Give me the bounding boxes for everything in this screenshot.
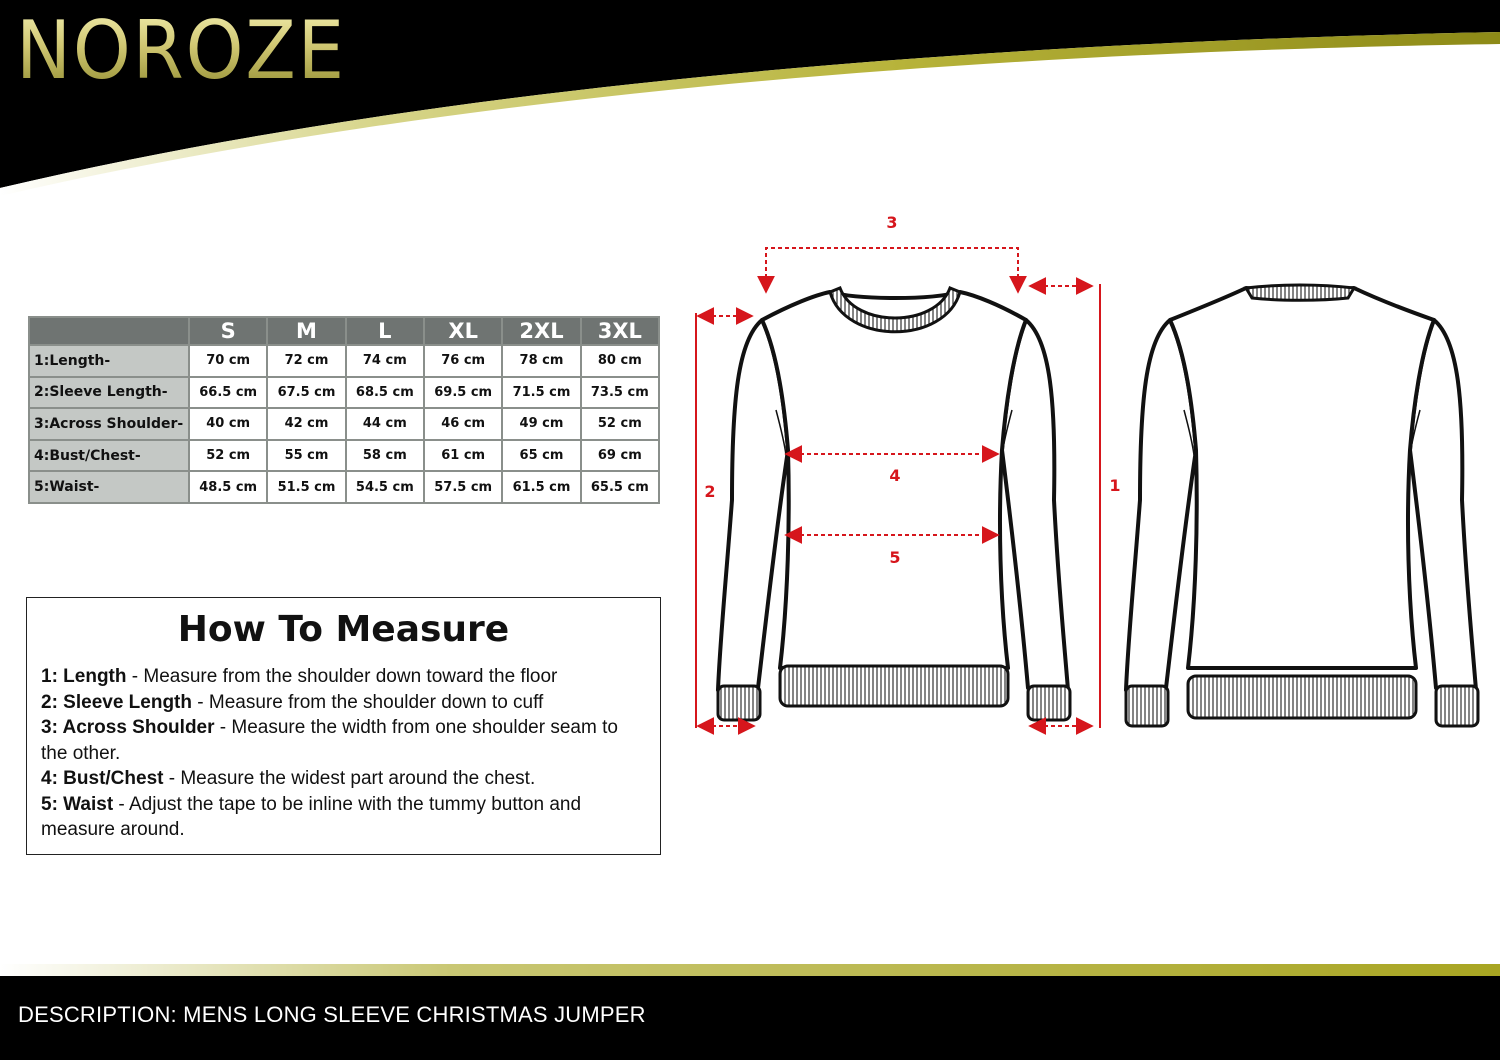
back-left-cuff (1126, 686, 1168, 726)
back-collar (1246, 285, 1354, 300)
table-cell: 48.5 cm (190, 472, 266, 502)
table-cell: 51.5 cm (268, 472, 344, 502)
table-cell: 58 cm (347, 441, 423, 471)
back-body (1170, 288, 1434, 668)
row-label: 1:Length- (30, 346, 188, 376)
size-header: L (347, 318, 423, 344)
back-right-cuff (1436, 686, 1478, 726)
table-cell: 66.5 cm (190, 378, 266, 408)
size-header: S (190, 318, 266, 344)
row-label: 2:Sleeve Length- (30, 378, 188, 408)
measure-text: - Measure the width from one shoulder seam to the other. (41, 717, 618, 764)
measure-text: - Measure from the shoulder down toward the floor (126, 666, 558, 687)
measure-item-length (41, 664, 646, 690)
table-corner-cell (30, 318, 188, 344)
table-cell: 69 cm (582, 441, 658, 471)
front-left-cuff (718, 686, 760, 720)
table-cell: 40 cm (190, 409, 266, 439)
table-row (30, 441, 658, 471)
measure-item-waist (41, 792, 646, 843)
chest-label: 4 (889, 466, 901, 485)
table-cell: 76 cm (425, 346, 501, 376)
table-cell: 55 cm (268, 441, 344, 471)
size-chart-table (28, 316, 660, 504)
table-cell: 80 cm (582, 346, 658, 376)
table-cell: 52 cm (582, 409, 658, 439)
table-cell: 61 cm (425, 441, 501, 471)
table-cell: 65 cm (503, 441, 579, 471)
shoulder-measure-line (766, 248, 1018, 292)
jumper-back (1126, 288, 1476, 690)
size-header: 3XL (582, 318, 658, 344)
measure-item-sleeve (41, 690, 646, 716)
table-cell: 71.5 cm (503, 378, 579, 408)
back-waistband (1188, 676, 1416, 718)
table-cell: 78 cm (503, 346, 579, 376)
waist-label: 5 (889, 548, 901, 567)
table-cell: 67.5 cm (268, 378, 344, 408)
table-row (30, 409, 658, 439)
length-label: 1 (1109, 476, 1121, 495)
product-description: DESCRIPTION: MENS LONG SLEEVE CHRISTMAS JUMPER (18, 1002, 646, 1027)
measure-term: 5: Waist (41, 793, 114, 815)
table-cell: 54.5 cm (347, 472, 423, 502)
row-label: 5:Waist- (30, 472, 188, 502)
measure-term: 1: Length (41, 666, 127, 687)
table-row (30, 472, 658, 502)
how-to-measure-title: How To Measure (177, 609, 510, 650)
size-header: M (268, 318, 344, 344)
footer-bar (0, 976, 1500, 1060)
size-header: XL (425, 318, 501, 344)
table-cell: 72 cm (268, 346, 344, 376)
table-cell: 68.5 cm (347, 378, 423, 408)
table-cell: 52 cm (190, 441, 266, 471)
table-row (30, 346, 658, 376)
table-cell: 46 cm (425, 409, 501, 439)
measure-text: - Measure from the shoulder down to cuff (192, 691, 544, 713)
front-waistband (780, 666, 1008, 706)
jumper-measurement-diagram (680, 200, 1500, 760)
row-label: 4:Bust/Chest- (30, 441, 188, 471)
shoulder-label: 3 (886, 213, 898, 232)
table-cell: 61.5 cm (503, 472, 579, 502)
table-cell: 74 cm (347, 346, 423, 376)
table-cell: 73.5 cm (582, 378, 658, 408)
table-cell: 42 cm (268, 409, 344, 439)
measure-item-chest (41, 766, 646, 792)
table-cell: 44 cm (347, 409, 423, 439)
jumper-front (718, 292, 1068, 690)
table-cell: 65.5 cm (582, 472, 658, 502)
how-to-measure-box (26, 597, 661, 855)
measure-term: 3: Across Shoulder (41, 717, 215, 738)
measure-item-shoulder (41, 715, 646, 766)
sleeve-label: 2 (704, 482, 716, 501)
table-cell: 69.5 cm (425, 378, 501, 408)
measure-text: - Measure the widest part around the chest. (163, 768, 536, 789)
front-right-cuff (1028, 686, 1070, 720)
table-cell: 70 cm (190, 346, 266, 376)
table-row (30, 378, 658, 408)
table-cell: 57.5 cm (425, 472, 501, 502)
size-header-row (30, 318, 658, 344)
measure-term: 2: Sleeve Length (41, 691, 192, 713)
row-label: 3:Across Shoulder- (30, 409, 188, 439)
size-header: 2XL (503, 318, 579, 344)
table-cell: 49 cm (503, 409, 579, 439)
measure-text: - Adjust the tape to be inline with the tummy button and measure around. (41, 793, 582, 840)
measure-term: 4: Bust/Chest (41, 768, 164, 789)
brand-logo: NOROZE (16, 4, 347, 97)
